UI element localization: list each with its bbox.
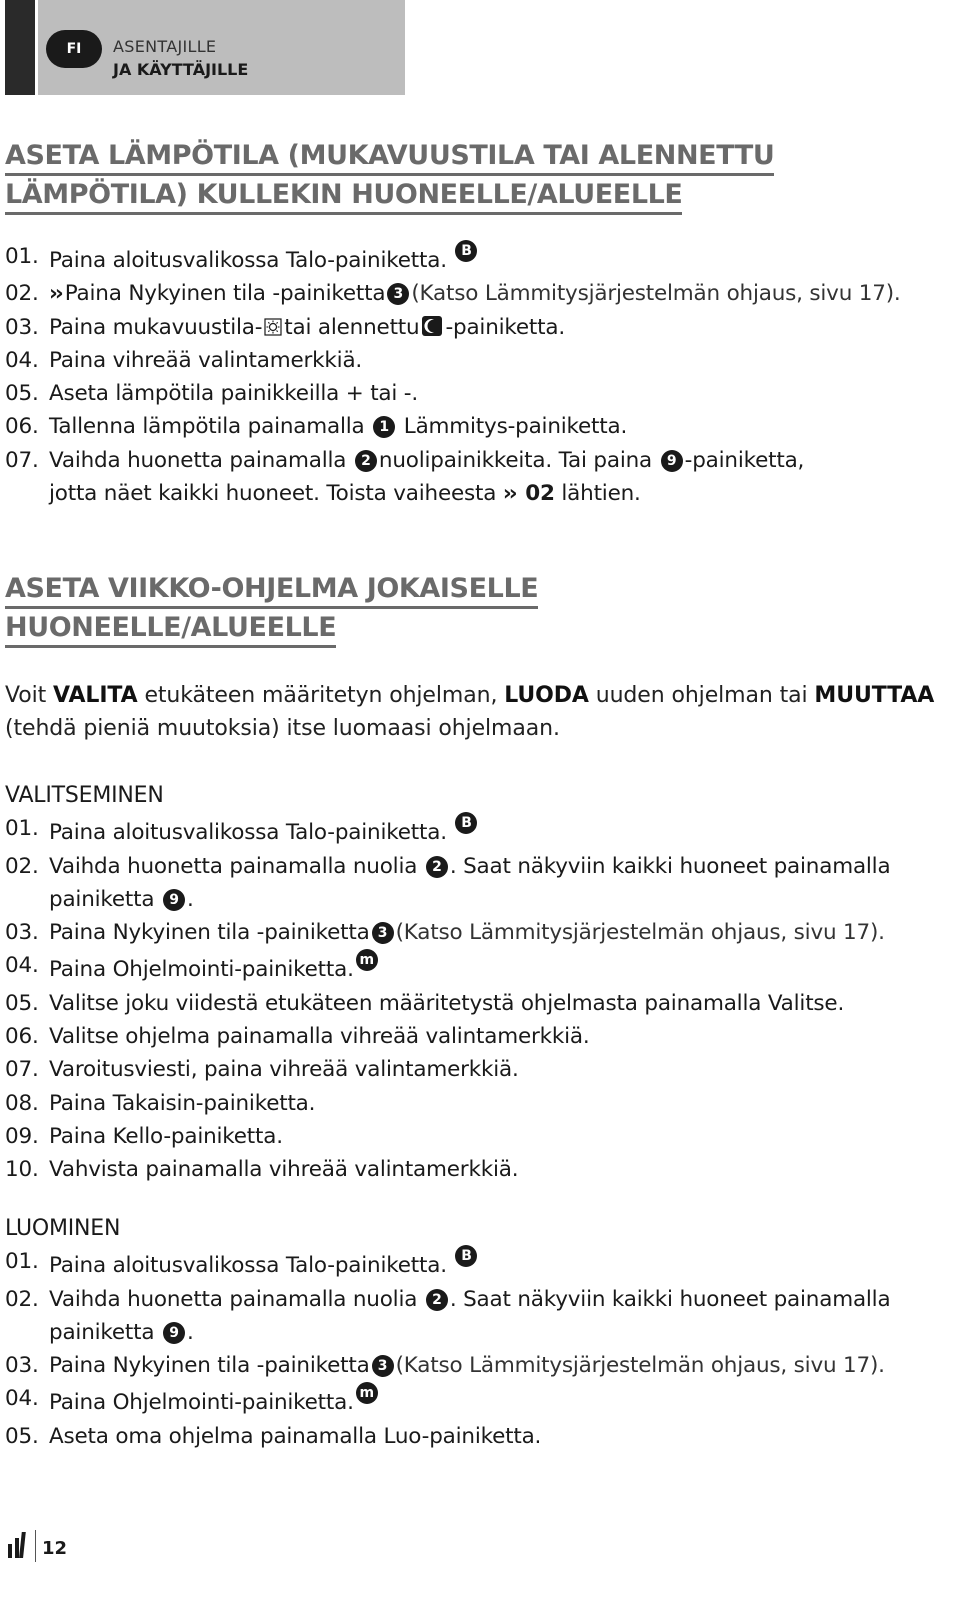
- list-item: 09. Paina Kello-painiketta.: [5, 1123, 283, 1149]
- valitseminen-steps: [5, 779, 945, 1187]
- list-item: 08. Paina Takaisin-painiketta.: [5, 1090, 316, 1116]
- callout-2-icon: 2: [426, 856, 448, 878]
- list-item: 02. Vaihda huonetta painamalla nuolia 2 . Saat näkyviin kaikki huoneet painamalla: [5, 853, 891, 879]
- list-item-continuation: painiketta 9 .: [49, 886, 194, 912]
- list-item-continuation: jotta näet kaikki huoneet. Toista vaiheesta ›› 02 lähtien.: [49, 481, 641, 507]
- callout-2-icon: 2: [426, 1289, 448, 1311]
- list-item: 06. Tallenna lämpötila painamalla 1 Lämmitys-painiketta.: [5, 414, 628, 440]
- list-item-continuation: painiketta 9 .: [49, 1319, 194, 1345]
- callout-2-icon: 2: [355, 450, 377, 472]
- luominen-steps: [5, 1212, 945, 1453]
- list-item: 05. Aseta lämpötila painikkeilla + tai -.: [5, 381, 418, 407]
- list-item: 01. Paina aloitusvalikossa Talo-painiketta. B: [5, 240, 945, 277]
- chevron-right-icon: ››: [49, 281, 61, 307]
- section2-title-line2: HUONEELLE/ALUEELLE: [5, 611, 336, 648]
- list-item: 03. Paina mukavuustila- tai alennettu -painiketta.: [5, 314, 565, 340]
- list-item: 02. ›› Paina Nykyinen tila -painiketta 3 (Katso Lämmitysjärjestelmän ohjaus, sivu 17).: [5, 281, 901, 307]
- chevron-right-icon: ››: [502, 481, 515, 507]
- button-m-icon: m: [356, 1382, 378, 1404]
- section2-title-line1: ASETA VIIKKO-OHJELMA JOKAISELLE: [5, 572, 538, 609]
- language-badge: FI: [46, 30, 102, 68]
- sun-icon: [264, 318, 282, 336]
- header-audience-line2: JA KÄYTTÄJILLE: [113, 60, 249, 79]
- callout-3-icon: 3: [372, 1355, 394, 1377]
- header-audience-line1: ASENTAJILLE: [113, 37, 217, 56]
- list-item: 07. Vaihda huonetta painamalla 2 nuolipainikkeita. Tai paina 9 -painiketta,: [5, 447, 805, 473]
- list-item: 01. Paina aloitusvalikossa Talo-painiketta. B: [5, 1245, 945, 1282]
- callout-3-icon: 3: [372, 922, 394, 944]
- button-b-icon: B: [455, 240, 477, 262]
- list-item: 05. Aseta oma ohjelma painamalla Luo-painiketta.: [5, 1423, 542, 1449]
- section1-title-line1: ASETA LÄMPÖTILA (MUKAVUUSTILA TAI ALENNETTU: [5, 139, 774, 176]
- section1-steps: [5, 240, 945, 510]
- callout-1-icon: 1: [373, 416, 395, 438]
- subsection-title-luominen: LUOMINEN: [5, 1216, 121, 1241]
- list-item: 04. Paina Ohjelmointi-painiketta. m: [5, 949, 945, 986]
- callout-9-icon: 9: [163, 889, 185, 911]
- section1-title: [5, 137, 774, 215]
- list-item: 07. Varoitusviesti, paina vihreää valintamerkkiä.: [5, 1057, 519, 1083]
- button-m-icon: m: [356, 949, 378, 971]
- subsection-title-valitseminen: VALITSEMINEN: [5, 783, 164, 808]
- list-item: 04. Paina vihreää valintamerkkiä.: [5, 347, 363, 373]
- page-number: 12: [42, 1538, 68, 1559]
- callout-9-icon: 9: [163, 1322, 185, 1344]
- list-item: 04. Paina Ohjelmointi-painiketta. m: [5, 1382, 945, 1419]
- callout-3-icon: 3: [387, 283, 409, 305]
- footer-divider: [35, 1530, 36, 1562]
- section2-title: [5, 570, 538, 648]
- list-item: 05. Valitse joku viidestä etukäteen määritetystä ohjelmasta painamalla Valitse.: [5, 990, 845, 1016]
- section1-title-line2: LÄMPÖTILA) KULLEKIN HUONEELLE/ALUEELLE: [5, 178, 682, 215]
- list-item: 06. Valitse ohjelma painamalla vihreää valintamerkkiä.: [5, 1024, 590, 1050]
- list-item: 02. Vaihda huonetta painamalla nuolia 2 . Saat näkyviin kaikki huoneet painamalla: [5, 1286, 891, 1312]
- section2-intro: Voit VALITA etukäteen määritetyn ohjelman, LUODA uuden ohjelman tai MUUTTAA (tehdä pieniä muutoksia) itse luomaasi ohjelmaan.: [5, 683, 935, 741]
- button-b-icon: B: [455, 812, 477, 834]
- header-dark-block: [5, 0, 35, 95]
- callout-9-icon: 9: [661, 450, 683, 472]
- list-item: 03. Paina Nykyinen tila -painiketta 3 (Katso Lämmitysjärjestelmän ohjaus, sivu 17).: [5, 1353, 885, 1379]
- list-item: 01. Paina aloitusvalikossa Talo-painiketta. B: [5, 812, 945, 849]
- moon-icon: [421, 315, 443, 337]
- button-b-icon: B: [455, 1245, 477, 1267]
- list-item: 03. Paina Nykyinen tila -painiketta 3 (Katso Lämmitysjärjestelmän ohjaus, sivu 17).: [5, 920, 885, 946]
- brand-logo-icon: [6, 1530, 30, 1560]
- list-item: 10. Vahvista painamalla vihreää valintamerkkiä.: [5, 1157, 519, 1183]
